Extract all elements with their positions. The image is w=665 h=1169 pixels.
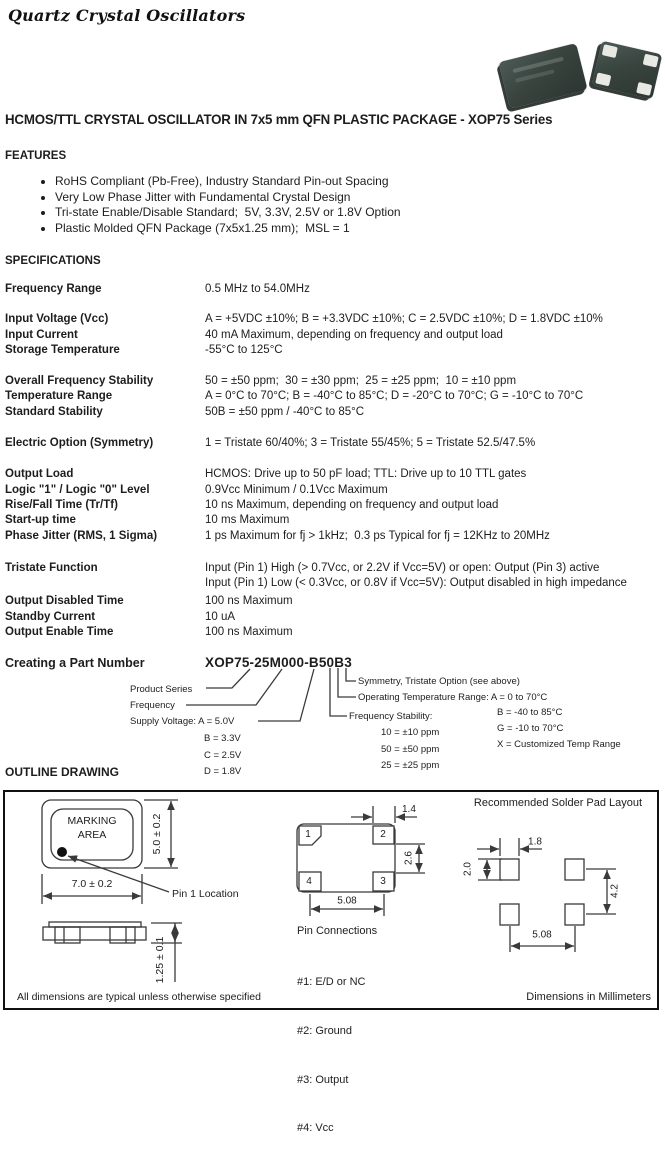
chip-solder-pad [643,54,659,68]
spec-label: Phase Jitter (RMS, 1 Sigma) [5,529,158,542]
marking-area-line2: AREA [77,829,107,841]
pn-label-supply-c: C = 2.5V [204,750,242,761]
spec-label: Storage Temperature [5,343,120,356]
spec-row [5,374,665,389]
spec-value: HCMOS: Drive up to 50 pF load; TTL: Drive up to 10 TTL gates [205,468,527,481]
spec-value: -55°C to 125°C [205,343,283,356]
pn-label-stability: Frequency Stability: [349,711,433,722]
spec-label: Electric Option (Symmetry) [5,437,154,450]
dim-solder-pitch-v-4-2: 4.2 [609,884,621,898]
spec-value: 10 ns Maximum, depending on frequency and output load [205,498,499,511]
product-photo-package-bottom [592,41,663,100]
pn-label-frequency: Frequency [130,700,175,711]
spec-row [5,389,665,404]
pin-connection-item: #4: Vcc [297,1122,334,1135]
pn-label-op-temp-x: X = Customized Temp Range [497,739,621,750]
spec-value: 10 uA [205,610,236,623]
part-number-example: XOP75-25M000-B50B3 [205,655,352,670]
page-title: HCMOS/TTL CRYSTAL OSCILLATOR IN 7x5 mm QFN PLASTIC PACKAGE - XOP75 Series [5,111,553,127]
chip-solder-pad [595,72,611,86]
marking-area-line1: MARKING [67,815,117,827]
spec-label: Standard Stability [5,405,103,418]
pin-connection-item: #3: Output [297,1073,349,1086]
pn-label-stability-25: 25 = ±25 ppm [381,760,440,771]
specifications-heading: SPECIFICATIONS [5,255,101,267]
spec-group [5,312,665,358]
dim-pad-pitch-5-08: 5.08 [337,895,357,907]
pn-label-stability-10: 10 = ±10 ppm [381,727,440,738]
spec-group [5,436,665,451]
spec-label: Output Load [5,468,74,481]
spec-group [5,374,665,420]
outline-drawing-heading: OUTLINE DRAWING [5,765,119,779]
part-number-heading: Creating a Part Number [5,656,145,670]
spec-row [5,328,665,343]
spec-value: 100 ns Maximum [205,595,293,608]
spec-row [5,513,665,528]
dim-height-5-0: 5.0 ± 0.2 [151,813,163,855]
spec-value: A = 0°C to 70°C; B = -40°C to 85°C; D = -20°C to 70°C; G = -10°C to 70°C [205,390,584,403]
spec-row [5,498,665,513]
dim-thickness-1-25: 1.25 ± 0.1 [154,936,166,984]
spec-row [5,282,665,297]
pad-number-3: 3 [380,876,386,887]
spec-label: Logic "1" / Logic "0" Level [5,483,150,496]
product-photo-package-top [498,43,587,109]
spec-value: 0.5 MHz to 54.0MHz [205,283,310,295]
dim-solder-pad-width-1-8: 1.8 [528,836,542,848]
features-list [0,174,401,236]
dimensions-in-millimeters: Dimensions in Millimeters [526,991,651,1003]
dim-pad-gap-2-6: 2.6 [403,851,415,865]
pn-label-stability-50: 50 = ±50 ppm [381,744,440,755]
chip-marking-line [515,69,555,83]
dim-pad-width-1-4: 1.4 [402,804,416,815]
feature-item: • Plastic Molded QFN Package (7x5x1.25 mm); MSL = 1 [55,221,401,237]
features-heading: FEATURES [5,150,67,162]
pad-number-4: 4 [306,876,312,887]
spec-value: 1 = Tristate 60/40%; 3 = Tristate 55/45%; 5 = Tristate 52.5/47.5% [205,437,536,450]
spec-row [5,436,665,451]
spec-group [5,594,665,640]
spec-value: 50 = ±50 ppm; 30 = ±30 ppm; 25 = ±25 ppm; 10 = ±10 ppm [205,375,517,388]
pin-connection-item: #1: E/D or NC [297,976,366,989]
pn-label-supply-d: D = 1.8V [204,766,242,777]
pn-label-product-series: Product Series [130,684,193,695]
spec-group [5,282,665,297]
pin-connection-item: #2: Ground [297,1025,353,1038]
feature-item: • RoHS Compliant (Pb-Free), Industry Standard Pin-out Spacing [55,174,401,190]
feature-item: • Tri-state Enable/Disable Standard; 5V, 3.3V, 2.5V or 1.8V Option [55,205,401,221]
pn-label-symmetry: Symmetry, Tristate Option (see above) [358,676,520,687]
solder-pad-layout-title: Recommended Solder Pad Layout [473,797,643,809]
pn-label-op-temp-b: B = -40 to 85°C [497,707,563,718]
spec-label: Overall Frequency Stability [5,375,154,388]
spec-label: Input Voltage (Vcc) [5,313,109,326]
dim-solder-pad-height-2-0: 2.0 [462,862,474,876]
chip-solder-pad [636,82,652,96]
dimensions-note: All dimensions are typical unless otherwise specified [17,991,261,1003]
spec-value: 10 ms Maximum [205,514,290,527]
spec-row [5,610,665,625]
chip-marking-line [512,57,563,73]
spec-label: Output Disabled Time [5,595,124,608]
spec-value: 40 mA Maximum, depending on frequency and output load [205,328,503,341]
spec-row [5,576,665,591]
pin1-location-label: Pin 1 Location [172,888,239,900]
spec-value: Input (Pin 1) Low (< 0.3Vcc, or 0.8V if Vcc=5V): Output disabled in high impedance [205,577,627,590]
spec-label: Rise/Fall Time (Tr/Tf) [5,498,118,511]
dim-width-7-0: 7.0 ± 0.2 [71,878,113,890]
spec-row [5,405,665,420]
pin-connections-list [297,942,365,1169]
spec-group [5,561,665,592]
pn-label-supply-b: B = 3.3V [204,733,241,744]
spec-label: Output Enable Time [5,626,114,639]
spec-row [5,529,665,544]
spec-value: Input (Pin 1) High (> 0.7Vcc, or 2.2V if Vcc=5V) or open: Output (Pin 3) active [205,561,600,574]
feature-item: • Very Low Phase Jitter with Fundamental Crystal Design [55,190,401,206]
brand-title: Quartz Crystal Oscillators [8,6,246,25]
spec-value: A = +5VDC ±10%; B = +3.3VDC ±10%; C = 2.5VDC ±10%; D = 1.8VDC ±10% [205,313,603,326]
dim-solder-pitch-h-5-08: 5.08 [532,929,552,941]
spec-row [5,312,665,327]
spec-row [5,625,665,640]
spec-row [5,594,665,609]
spec-value: 1 ps Maximum for fj > 1kHz; 0.3 ps Typical for fj = 12KHz to 20MHz [205,529,550,542]
spec-row [5,343,665,358]
pad-number-2: 2 [380,829,386,840]
outline-drawing-box [3,790,659,1135]
pn-label-supply-voltage: Supply Voltage: A = 5.0V [130,716,235,727]
spec-label: Input Current [5,328,78,341]
pn-label-op-temp: Operating Temperature Range: A = 0 to 70°C [358,692,548,703]
spec-value: 50B = ±50 ppm / -40°C to 85°C [205,405,365,418]
spec-row [5,561,665,576]
pn-label-op-temp-g: G = -10 to 70°C [497,723,564,734]
spec-value: 0.9Vcc Minimum / 0.1Vcc Maximum [205,483,388,496]
spec-label: Tristate Function [5,561,98,574]
spec-label: Start-up time [5,514,76,527]
spec-group [5,467,665,543]
spec-label: Standby Current [5,610,96,623]
specifications-table [5,282,665,656]
chip-solder-pad [602,44,618,58]
spec-row [5,467,665,482]
spec-row [5,483,665,498]
pin-connections-heading: Pin Connections [297,925,378,937]
spec-label: Temperature Range [5,390,113,403]
spec-label [5,576,205,591]
spec-value: 100 ns Maximum [205,626,293,639]
spec-label: Frequency Range [5,283,102,295]
pad-number-1: 1 [305,829,311,840]
